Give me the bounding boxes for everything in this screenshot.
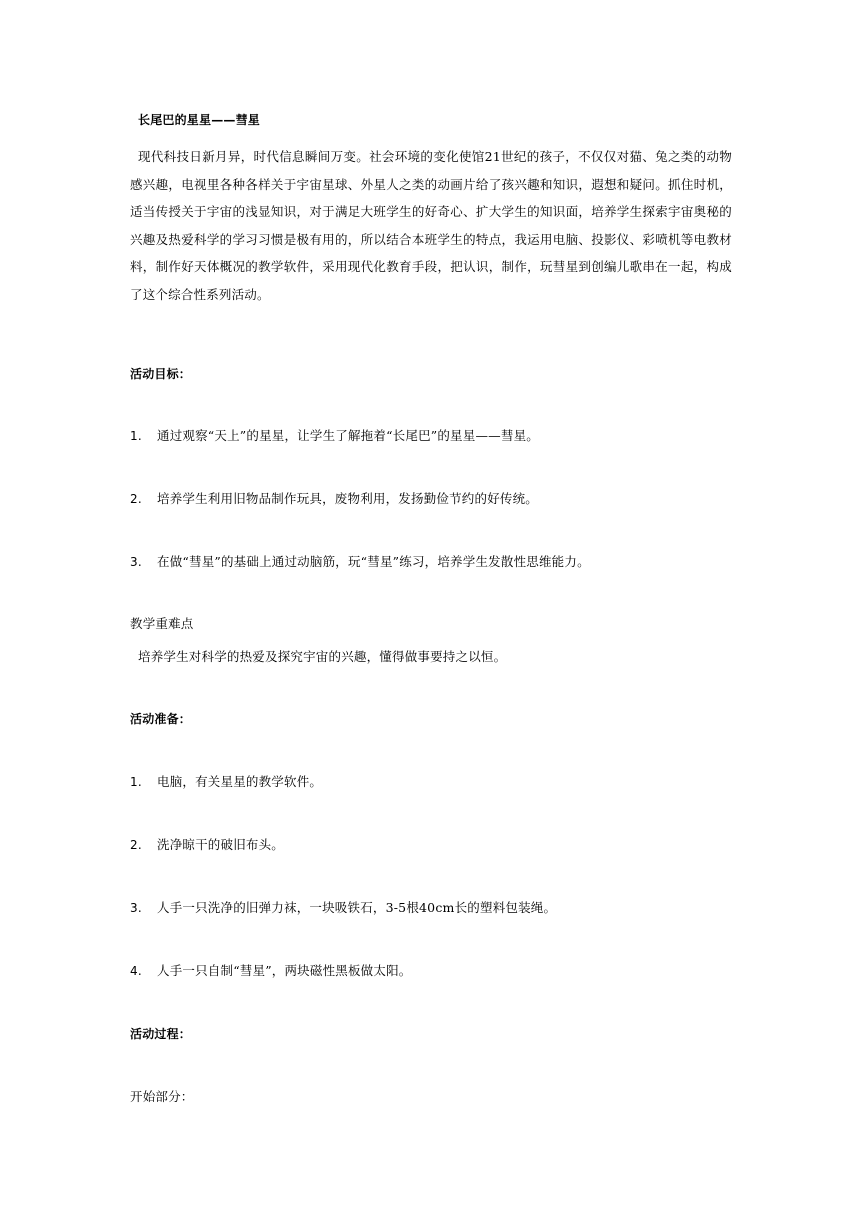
process-start-label: 开始部分： bbox=[130, 1089, 194, 1104]
prep-text: 洗净晾干的破旧布头。 bbox=[157, 837, 285, 852]
goal-number: 2. bbox=[130, 492, 142, 506]
prep-item bbox=[130, 836, 730, 854]
prep-item bbox=[130, 773, 730, 791]
prep-number: 2. bbox=[130, 838, 142, 852]
prep-item bbox=[130, 899, 730, 917]
prep-number: 1. bbox=[130, 775, 142, 789]
prep-text: 人手一只自制“彗星”，两块磁性黑板做太阳。 bbox=[157, 963, 412, 978]
goal-item bbox=[130, 553, 730, 571]
process-heading: 活动过程： bbox=[130, 1027, 192, 1041]
goal-text: 培养学生利用旧物品制作玩具，废物利用，发扬勤俭节约的好传统。 bbox=[157, 491, 539, 506]
goal-item bbox=[130, 427, 730, 445]
goal-item bbox=[130, 490, 730, 508]
prep-number: 3. bbox=[130, 901, 142, 915]
goal-text: 通过观察“天上”的星星，让学生了解拖着“长尾巴”的星星——彗星。 bbox=[157, 428, 539, 443]
key-points-text: 培养学生对科学的热爱及探究宇宙的兴趣，懂得做事要持之以恒。 bbox=[138, 649, 507, 664]
prep-heading: 活动准备： bbox=[130, 712, 192, 726]
key-points-heading: 教学重难点 bbox=[130, 616, 194, 631]
prep-item bbox=[130, 962, 730, 980]
document-title: 长尾巴的星星——彗星 bbox=[138, 113, 261, 127]
goals-heading: 活动目标： bbox=[130, 367, 192, 381]
goal-number: 1. bbox=[130, 429, 142, 443]
goal-number: 3. bbox=[130, 555, 142, 569]
intro-paragraph: 现代科技日新月异，时代信息瞬间万变。社会环境的变化使馆21世纪的孩子，不仅仅对猫、兔之类的动物感兴趣，电视里各种各样关于宇宙星球、外星人之类的动画片给了孩兴趣和知识，遐想和疑问。抓住时机，适当传授关于宇宙的浅显知识，对于满足大班学生的好奇心、扩大学生的知识面，培养学生探索宇宙奥秘的兴趣及热爱科学的学习习惯是极有用的，所以结合本班学生的特点，我运用电脑、投影仪、彩喷机等电教材料，制作好天体概况的教学软件，采用现代化教育手段，把认识，制作，玩彗星到创编儿歌串在一起，构成了这个综合性系列活动。 bbox=[130, 149, 732, 302]
goal-text: 在做“彗星”的基础上通过动脑筋，玩“彗星”练习，培养学生发散性思维能力。 bbox=[157, 554, 590, 569]
prep-text: 电脑，有关星星的教学软件。 bbox=[157, 774, 323, 789]
prep-number: 4. bbox=[130, 964, 142, 978]
prep-text: 人手一只洗净的旧弹力袜，一块吸铁石，3-5根40cm长的塑料包装绳。 bbox=[157, 900, 557, 915]
